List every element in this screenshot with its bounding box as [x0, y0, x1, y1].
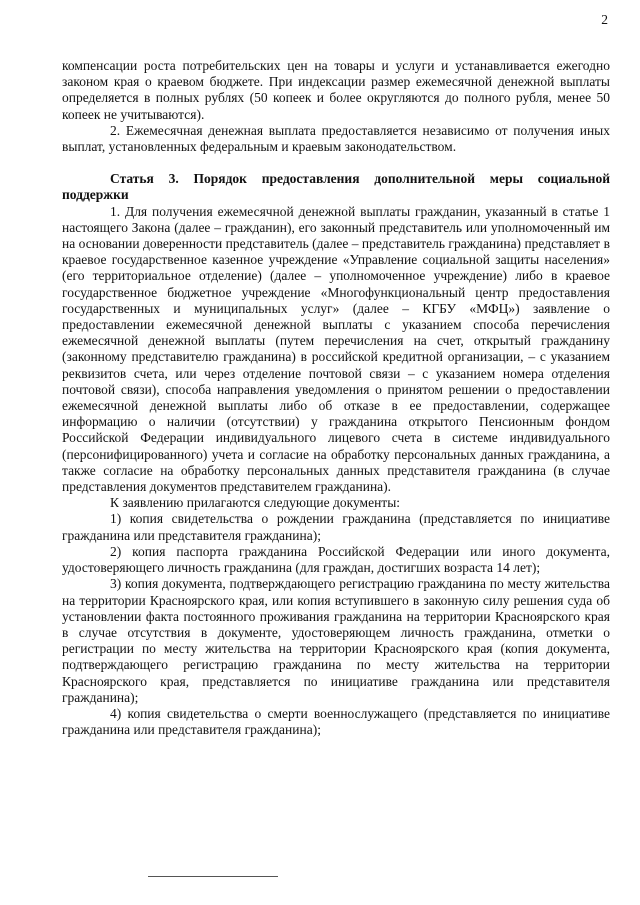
- paragraph-item-2: 2. Ежемесячная денежная выплата предоставляется независимо от получения иных выплат, установленных федеральным и краевым законодательством.: [62, 122, 610, 155]
- list-item-birth-certificate: 1) копия свидетельства о рождении гражданина (представляется по инициативе гражданина или представителя гражданина);: [62, 511, 610, 543]
- document-body: [62, 58, 610, 738]
- list-item-passport: 2) копия паспорта гражданина Российской Федерации или иного документа, удостоверяющего личность гражданина (для граждан, достигших возраста 14 лет);: [62, 543, 610, 576]
- paragraph-documents-intro: К заявлению прилагаются следующие документы:: [110, 495, 401, 511]
- paragraph-item-1: 1. Для получения ежемесячной денежной выплаты гражданин, указанный в статье 1 настоящего Закона (далее – гражданин), его законный представитель или уполномоченный им на основании доверенности представитель (далее – представитель гражданина) представляет в краевое государственное казенное учреждение «Управление социальной защиты населения» (его территориальное отделение) (далее – уполномоченное учреждение) либо в краевое государственное бюджетное учреждение «Многофункциональный центр предоставления государственных и муниципальных услуг» (далее – КГБУ «МФЦ») заявление о предоставлении ежемесячной денежной выплаты с указанием способа перечисления ежемесячной денежной выплаты (путем перечисления на счет, открытый гражданину (законному представителю гражданина) в российской кредитной организации, – с указанием реквизитов счета, или через отделение почтовой связи – с указанием номера отделения почтовой связи), способа направления уведомления о принятом решении о предоставлении ежемесячной денежной выплаты либо об отказе в ее предоставлении, содержащее информацию о наличии (отсутствии) у гражданина открытого Пенсионным фондом Российской Федерации индивидуального лицевого счета в системе индивидуального (персонифицированного) учета и согласие на обработку персональных данных гражданина, а также согласие на обработку персональных данных представителя гражданина (в случае представления документов представителем гражданина).: [62, 203, 610, 495]
- page-number: 2: [601, 12, 608, 27]
- paragraph-continuation: компенсации роста потребительских цен на товары и услуги и устанавливается ежегодно законом края о краевом бюджете. При индексации размер ежемесячной денежной выплаты определяется в полных рублях (50 копеек и более округляются до полного рубля, менее 50 копеек не учитываются).: [62, 58, 610, 122]
- list-item-registration: 3) копия документа, подтверждающего регистрацию гражданина по месту жительства на территории Красноярского края, или копия вступившего в законную силу решения суда об установлении факта постоянного проживания гражданина на территории Красноярского края в случае отсутствия в документе, удостоверяющем личность гражданина, отметки о регистрации по месту жительства на территории Красноярского края (копия документа, подтверждающего регистрацию гражданина по месту жительства на территории Красноярского края, представляется по инициативе гражданина или представителя гражданина);: [62, 576, 610, 705]
- footer-divider: [148, 876, 278, 877]
- list-item-death-certificate: 4) копия свидетельства о смерти военнослужащего (представляется по инициативе гражданина или представителя гражданина);: [62, 705, 610, 738]
- article-3-heading: Статья 3. Порядок предоставления дополнительной меры социальной поддержки: [62, 171, 610, 203]
